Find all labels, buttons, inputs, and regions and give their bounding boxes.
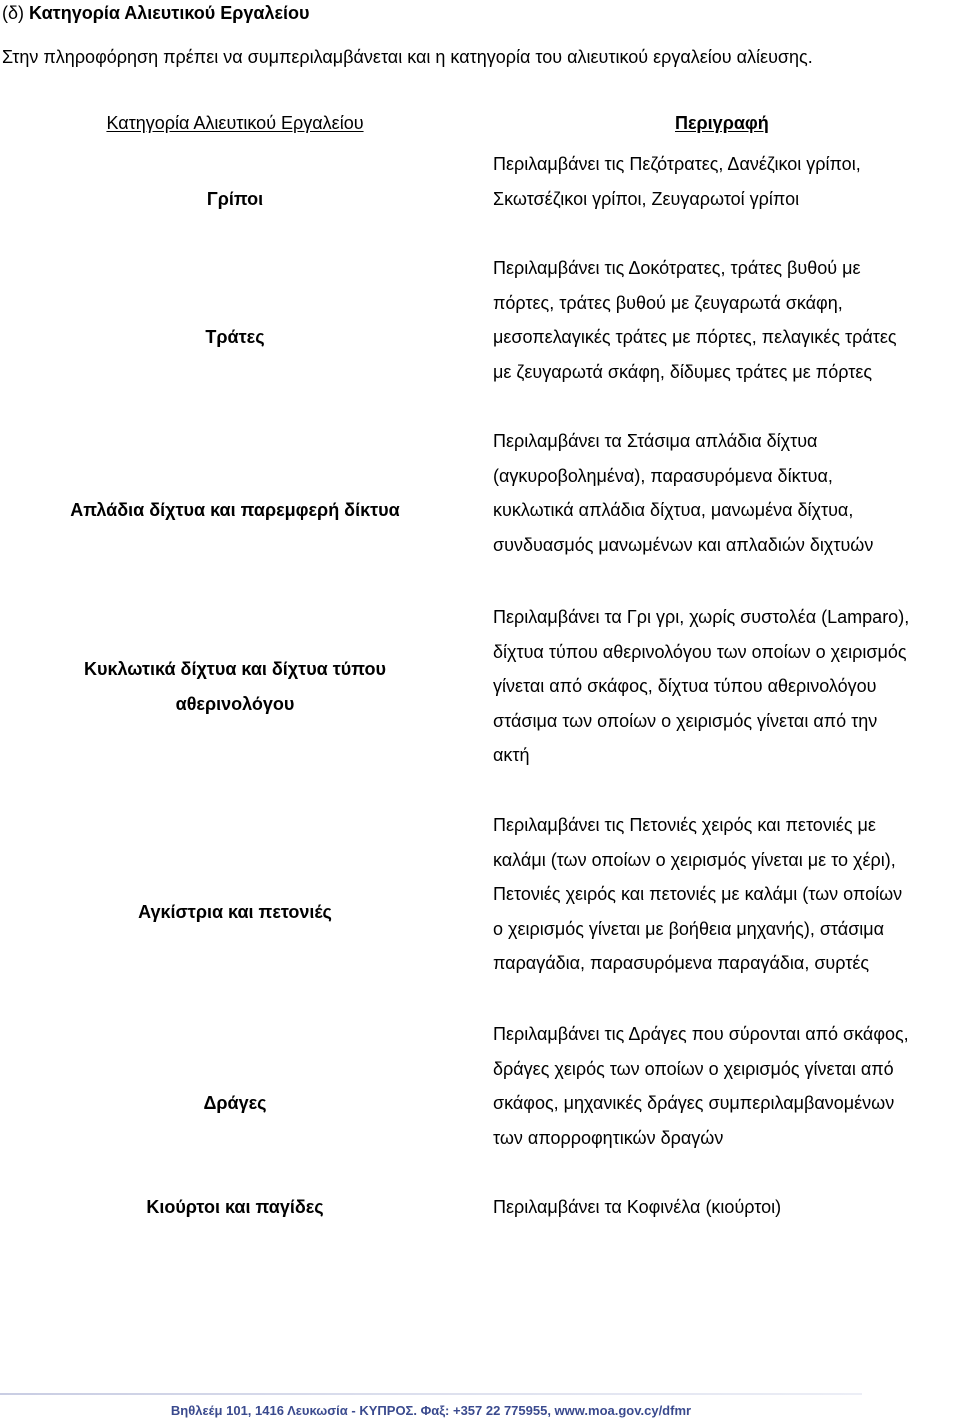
category-cell <box>0 1017 470 1190</box>
description-cell: Περιλαμβάνει τις Πεζότρατες, Δανέζικοι γρίποι, Σκωτσέζικοι γρίποι, Ζευγαρωτοί γρίποι <box>493 154 861 209</box>
category-label: Τράτες <box>205 327 265 348</box>
description-cell: Περιλαμβάνει τις Δράγες που σύρονται από σκάφος, δράγες χειρός των οποίων ο χειρισμός γίνεται από σκάφος, μηχανικές δράγες συμπεριλαμβανομένων των απορροφητικών δραγών <box>493 1024 909 1148</box>
description-cell: Περιλαμβάνει τις Πετονιές χειρός και πετονιές με καλάμι (των οποίων ο χειρισμός γίνεται με το χέρι), Πετονιές χειρός και πετονιές με καλάμι (των οποίων ο χειρισμός γίνεται με βοήθεια μηχανής), στάσιμα παραγάδια, παρασυρόμενα παραγάδια, συρτές <box>493 815 903 973</box>
category-cell <box>0 251 470 424</box>
category-cell <box>0 1190 470 1224</box>
section-prefix: (δ) <box>2 3 25 23</box>
section-title: Κατηγορία Αλιευτικού Εργαλείου <box>29 3 310 23</box>
category-label: Γρίποι <box>206 188 264 209</box>
footer-divider <box>0 1393 862 1395</box>
category-cell <box>0 147 470 251</box>
category-label: Αγκίστρια και πετονιές <box>138 901 332 922</box>
page-footer: Βηθλεέμ 101, 1416 Λευκωσία - ΚΥΠΡΟΣ. Φαξ: +357 22 775955, www.moa.gov.cy/dfmr <box>170 1403 692 1418</box>
category-cell <box>0 424 470 597</box>
category-label: Δράγες <box>203 1093 267 1114</box>
category-cell <box>0 600 470 773</box>
column-header-description: Περιγραφή <box>675 113 769 133</box>
description-cell: Περιλαμβάνει τα Γρι γρι, χωρίς συστολέα (Lamparo), δίχτυα τύπου αθερινολόγου των οποίων ο χειρισμός γίνεται από σκάφος, δίχτυα τύπου αθερινολόγου στάσιμα των οποίων ο χειρισμός γίνεται από την ακτή <box>493 607 910 765</box>
section-heading <box>2 2 309 24</box>
category-label: Κιούρτοι και παγίδες <box>146 1196 324 1217</box>
category-label: Απλάδια δίχτυα και παρεμφερή δίκτυα <box>70 500 400 521</box>
description-cell: Περιλαμβάνει τα Στάσιμα απλάδια δίχτυα (αγκυροβολημένα), παρασυρόμενα δίκτυα, κυκλωτικά απλάδια δίχτυα, μανωμένα δίχτυα, συνδυασμός μανωμένων και απλαδιών διχτυών <box>493 431 874 555</box>
category-cell <box>0 808 470 1016</box>
description-cell: Περιλαμβάνει τα Κοφινέλα (κιούρτοι) <box>493 1197 782 1217</box>
column-header-category: Κατηγορία Αλιευτικού Εργαλείου <box>106 113 364 133</box>
description-cell: Περιλαμβάνει τις Δοκότρατες, τράτες βυθού με πόρτες, τράτες βυθού με ζευγαρωτά σκάφη, μεσοπελαγικές τράτες με πόρτες, πελαγικές τράτες με ζευγαρωτά σκάφη, δίδυμες τράτες με πόρτες <box>493 258 897 382</box>
intro-paragraph: Στην πληροφόρηση πρέπει να συμπεριλαμβάνεται και η κατηγορία του αλιευτικού εργαλείου αλίευσης. <box>2 47 813 67</box>
category-label: Κυκλωτικά δίχτυα και δίχτυα τύπου αθερινολόγου <box>83 659 387 714</box>
